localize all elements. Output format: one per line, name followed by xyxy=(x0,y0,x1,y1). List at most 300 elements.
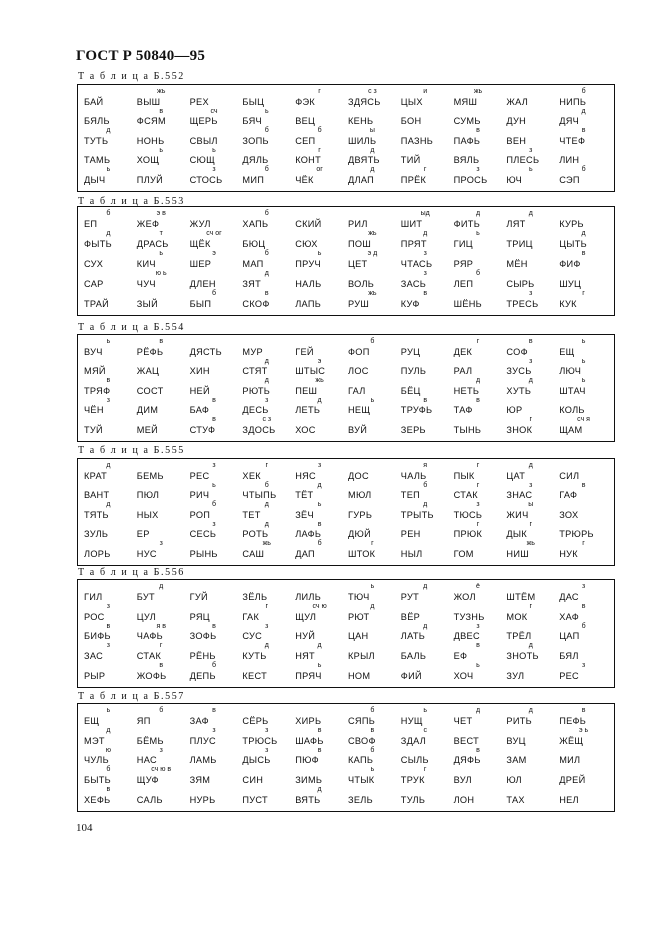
page-number: 104 xyxy=(76,822,93,834)
syllable-word: ТЕП xyxy=(400,490,421,501)
table-cell xyxy=(240,604,293,624)
table-cell xyxy=(399,291,452,311)
syllable-word: ШЁНЬ xyxy=(453,299,483,309)
phonetic-annotation: жь xyxy=(473,88,483,95)
phonetic-annotation: в xyxy=(476,746,480,754)
table-cell xyxy=(135,378,188,398)
table-cell xyxy=(293,251,346,271)
table-cell xyxy=(399,271,452,291)
phonetic-annotation: т xyxy=(159,230,163,237)
phonetic-annotation: з xyxy=(159,540,163,548)
table-cell xyxy=(452,502,505,522)
syllable-word: КЕСТ xyxy=(242,670,268,681)
syllable-word: ЗОПЬ xyxy=(242,135,269,146)
syllable-word: МЯШ xyxy=(453,96,478,107)
syllable-word: ЦАП xyxy=(559,631,580,642)
syllable-word: ЗЕРЬ xyxy=(400,425,426,435)
table-cell xyxy=(240,271,293,291)
table-cell xyxy=(504,128,557,148)
table-cell xyxy=(346,359,399,379)
table-cell xyxy=(188,359,241,379)
table-cell xyxy=(82,398,135,418)
phonetic-annotation: э xyxy=(317,357,322,365)
table-cell xyxy=(504,787,557,807)
phonetic-annotation: д xyxy=(264,642,269,650)
syllable-word: ДЫСЬ xyxy=(242,755,271,766)
phonetic-annotation: б xyxy=(581,88,586,95)
table-cell xyxy=(452,109,505,129)
syllable-word: ФЫТЬ xyxy=(84,239,112,249)
table-cell xyxy=(557,708,610,728)
table-cell xyxy=(188,211,241,231)
table-cell xyxy=(346,251,399,271)
phonetic-annotation: д xyxy=(528,642,533,650)
syllable-word: ЗНОТЬ xyxy=(506,651,539,662)
phonetic-annotation: д xyxy=(264,377,269,385)
phonetic-annotation: д xyxy=(423,501,428,509)
syllable-word: ТАФ xyxy=(453,405,473,416)
table-cell xyxy=(504,502,557,522)
phonetic-annotation: жь xyxy=(262,540,271,548)
syllable-word: ТУЗНЬ xyxy=(453,611,485,622)
table-cell xyxy=(293,787,346,807)
table-cell xyxy=(293,359,346,379)
table-cell xyxy=(293,728,346,748)
table-cell xyxy=(82,541,135,561)
syllable-word: ЛЯТ xyxy=(506,219,526,229)
table-cell xyxy=(399,728,452,748)
table-cell xyxy=(240,502,293,522)
syllable-word: ВЕСТ xyxy=(453,735,479,746)
syllable-word: ЧТЫПЬ xyxy=(242,490,277,501)
syllable-word: ГОМ xyxy=(453,549,474,559)
phonetic-annotation: б xyxy=(159,707,164,714)
table-cell xyxy=(293,398,346,418)
syllable-word: НЕЛ xyxy=(559,794,579,805)
syllable-word: МУР xyxy=(242,346,263,357)
table-caption: Т а б л и ц а Б.553 xyxy=(78,196,185,207)
syllable-word: ПЕФЬ xyxy=(559,715,587,726)
syllable-word: НИШ xyxy=(506,549,529,559)
table-cell xyxy=(240,89,293,109)
syllable-word: ТРЕСЬ xyxy=(506,299,539,309)
table-cell xyxy=(504,291,557,311)
syllable-word: КУФ xyxy=(400,299,420,309)
syllable-word: ТУЛЬ xyxy=(400,794,426,805)
table-cell xyxy=(293,339,346,359)
syllable-word: НЯТ xyxy=(295,651,315,662)
syllable-word: КАПЬ xyxy=(347,755,374,766)
phonetic-annotation: в xyxy=(528,338,533,345)
syllable-word: ДУН xyxy=(506,116,527,127)
phonetic-annotation: в xyxy=(423,396,428,404)
syllable-word: МИП xyxy=(242,175,265,185)
table-cell xyxy=(135,398,188,418)
table-cell xyxy=(293,663,346,683)
syllable-table xyxy=(77,703,615,812)
syllable-word: ПЮЛ xyxy=(136,490,160,501)
table-cell xyxy=(504,541,557,561)
syllable-word: ЧЁН xyxy=(84,405,104,416)
table-cell xyxy=(346,624,399,644)
phonetic-annotation: в xyxy=(476,396,480,404)
phonetic-annotation: д xyxy=(528,462,533,469)
table-cell xyxy=(504,231,557,251)
table-cell xyxy=(346,291,399,311)
phonetic-annotation: ь xyxy=(581,377,586,385)
syllable-word: СТАК xyxy=(136,651,162,662)
table-cell xyxy=(452,767,505,787)
syllable-word: ЧАФЬ xyxy=(136,631,163,642)
syllable-word: ЛЮЧ xyxy=(559,366,582,377)
syllable-word: ПОШ xyxy=(347,239,372,249)
syllable-word: БЯЧ xyxy=(242,116,262,127)
table-cell xyxy=(557,128,610,148)
table-cell xyxy=(293,378,346,398)
syllable-word: РУШ xyxy=(347,299,370,309)
syllable-word: ХАПЬ xyxy=(242,219,269,229)
table-cell xyxy=(452,251,505,271)
table-cell xyxy=(504,359,557,379)
table-cell xyxy=(240,231,293,251)
phonetic-annotation: э xyxy=(212,250,216,257)
syllable-table xyxy=(77,84,615,192)
syllable-word: ХОЧ xyxy=(453,670,474,681)
table-cell xyxy=(135,339,188,359)
phonetic-annotation: ь xyxy=(317,250,322,257)
table-cell xyxy=(82,167,135,187)
table-cell xyxy=(557,398,610,418)
syllable-word: РЕН xyxy=(400,529,421,540)
table-cell xyxy=(504,748,557,768)
table-cell xyxy=(240,339,293,359)
table-cell xyxy=(346,748,399,768)
table-cell xyxy=(188,584,241,604)
table-cell xyxy=(188,251,241,271)
syllable-word: ДОС xyxy=(347,470,369,481)
table-cell xyxy=(82,748,135,768)
phonetic-annotation: г xyxy=(265,462,269,469)
syllable-word: СКОФ xyxy=(242,299,270,309)
table-cell xyxy=(557,339,610,359)
syllable-word: РЮТ xyxy=(347,611,370,622)
syllable-word: ПАФЬ xyxy=(453,135,481,146)
table-cell xyxy=(557,291,610,311)
table-cell xyxy=(82,89,135,109)
phonetic-annotation: д xyxy=(106,127,111,135)
phonetic-annotation: в xyxy=(581,481,586,489)
syllable-word: ВОЛЬ xyxy=(347,279,375,289)
syllable-word: ВЁР xyxy=(400,611,421,622)
table-cell xyxy=(346,463,399,483)
syllable-word: ЧУЧ xyxy=(136,279,156,289)
table-cell xyxy=(399,483,452,503)
table-cell xyxy=(293,211,346,231)
phonetic-annotation: в xyxy=(106,786,111,794)
table-cell xyxy=(504,211,557,231)
phonetic-annotation: сч xyxy=(210,107,218,115)
phonetic-annotation: г xyxy=(476,481,480,489)
syllable-word: ЗУСЬ xyxy=(506,366,532,377)
syllable-word: ТРАЙ xyxy=(84,299,110,309)
syllable-word: КУК xyxy=(559,299,577,309)
table-cell xyxy=(346,231,399,251)
table-cell xyxy=(82,148,135,168)
table-cell xyxy=(399,663,452,683)
phonetic-annotation: б xyxy=(211,501,216,509)
table-cell xyxy=(135,584,188,604)
syllable-table xyxy=(77,206,615,316)
syllable-word: ЛАПЬ xyxy=(295,299,322,309)
syllable-word: БЁЦ xyxy=(400,385,421,396)
table-cell xyxy=(188,398,241,418)
syllable-word: ПРЮК xyxy=(453,529,483,540)
phonetic-annotation: д xyxy=(423,622,428,630)
table-cell xyxy=(135,767,188,787)
syllable-word: ДАП xyxy=(295,549,315,559)
table-caption: Т а б л и ц а Б.555 xyxy=(78,445,185,456)
table-cell xyxy=(82,378,135,398)
syllable-word: СТЯТ xyxy=(242,366,268,377)
phonetic-annotation: д xyxy=(528,707,533,714)
phonetic-annotation: д xyxy=(317,786,322,794)
phonetic-annotation: з xyxy=(423,250,427,257)
table-cell xyxy=(504,767,557,787)
table-cell xyxy=(399,251,452,271)
table-cell xyxy=(346,378,399,398)
phonetic-annotation: сч я xyxy=(577,416,590,424)
syllable-word: ЛАТЬ xyxy=(400,631,426,642)
table-cell xyxy=(399,748,452,768)
syllable-word: НИПЬ xyxy=(559,96,587,107)
syllable-word: ГИЦ xyxy=(453,239,473,249)
phonetic-annotation: б xyxy=(264,210,269,217)
phonetic-annotation: ь xyxy=(581,357,586,365)
syllable-word: БЁМЬ xyxy=(136,735,164,746)
phonetic-annotation: д xyxy=(475,210,481,217)
phonetic-annotation: д xyxy=(317,481,322,489)
table-cell xyxy=(293,643,346,663)
table-cell xyxy=(82,128,135,148)
syllable-word: РЕС xyxy=(559,670,579,681)
syllable-word: ТУТЬ xyxy=(84,135,109,146)
table-cell xyxy=(188,767,241,787)
phonetic-annotation: з xyxy=(476,501,480,509)
phonetic-annotation: я в xyxy=(156,622,166,630)
phonetic-annotation: в xyxy=(581,707,586,714)
table-cell xyxy=(135,167,188,187)
syllable-word: СКИЙ xyxy=(295,219,322,229)
syllable-word: ДЕПЬ xyxy=(189,670,216,681)
phonetic-annotation: с xyxy=(423,726,427,734)
syllable-word: СИЛ xyxy=(559,470,580,481)
table-cell xyxy=(346,502,399,522)
syllable-word: КОЛЬ xyxy=(559,405,585,416)
phonetic-annotation: э д xyxy=(367,250,378,257)
syllable-word: ХУТЬ xyxy=(506,385,532,396)
phonetic-annotation: ё xyxy=(476,583,480,590)
syllable-word: ЧТАСЬ xyxy=(400,259,433,269)
table-cell xyxy=(452,231,505,251)
table-cell xyxy=(557,417,610,437)
phonetic-annotation: ь xyxy=(159,250,164,257)
syllable-word: МЕЙ xyxy=(136,425,159,435)
table-cell xyxy=(135,522,188,542)
table-cell xyxy=(188,167,241,187)
syllable-word: ЯП xyxy=(136,715,151,726)
table-cell xyxy=(135,748,188,768)
table-cell xyxy=(399,502,452,522)
table-cell xyxy=(135,271,188,291)
syllable-word: РЫР xyxy=(84,670,106,681)
table-cell xyxy=(135,787,188,807)
table-cell xyxy=(504,522,557,542)
table-cell xyxy=(82,339,135,359)
syllable-word: ШТАЧ xyxy=(559,385,586,396)
table-cell xyxy=(293,167,346,187)
phonetic-annotation: в xyxy=(581,250,586,257)
syllable-word: ШАФЬ xyxy=(295,735,324,746)
syllable-word: ВАНТ xyxy=(84,490,110,501)
table-cell xyxy=(399,128,452,148)
phonetic-annotation: з xyxy=(106,642,110,650)
syllable-word: ТРЁЛ xyxy=(506,631,532,642)
table-cell xyxy=(240,417,293,437)
table-cell xyxy=(188,522,241,542)
syllable-word: ХИН xyxy=(189,366,210,377)
syllable-word: МАП xyxy=(242,259,264,269)
syllable-word: ЕЩ xyxy=(559,346,575,357)
syllable-word: НУЩ xyxy=(400,715,423,726)
phonetic-annotation: ы xyxy=(528,501,534,509)
table-cell xyxy=(293,604,346,624)
table-cell xyxy=(135,708,188,728)
syllable-word: ЗОФЬ xyxy=(189,631,217,642)
phonetic-annotation: д xyxy=(317,396,322,404)
table-cell xyxy=(557,109,610,129)
table-cell xyxy=(399,109,452,129)
table-cell xyxy=(240,767,293,787)
syllable-word: ЗАС xyxy=(84,651,104,662)
table-cell xyxy=(399,541,452,561)
phonetic-annotation: в xyxy=(317,726,322,734)
table-cell xyxy=(452,359,505,379)
table-cell xyxy=(188,89,241,109)
table-cell xyxy=(399,231,452,251)
table-cell xyxy=(452,148,505,168)
phonetic-annotation: с з xyxy=(368,88,377,95)
syllable-word: СЁРЬ xyxy=(242,715,269,726)
syllable-word: СЭП xyxy=(559,175,580,185)
phonetic-annotation: ь xyxy=(317,501,322,509)
table-cell xyxy=(504,109,557,129)
syllable-word: ЕФ xyxy=(453,651,468,662)
syllable-word: ЦЫТЬ xyxy=(559,239,587,249)
phonetic-annotation: жь xyxy=(157,88,166,95)
phonetic-annotation: жь xyxy=(315,377,324,385)
phonetic-annotation: в xyxy=(212,707,216,714)
syllable-word: ГУЙ xyxy=(189,591,208,602)
syllable-word: БАЙ xyxy=(84,96,104,107)
table-cell xyxy=(82,708,135,728)
syllable-word: ДЕК xyxy=(453,346,473,357)
phonetic-annotation: ыд xyxy=(420,210,430,217)
phonetic-annotation: г xyxy=(529,520,533,528)
syllable-word: ХОС xyxy=(295,425,316,435)
syllable-word: ДЛЕН xyxy=(189,279,216,289)
syllable-word: ХОЩ xyxy=(136,155,160,166)
syllable-word: ТРУК xyxy=(400,775,425,786)
phonetic-annotation: г xyxy=(529,416,533,424)
syllable-word: НУК xyxy=(559,549,578,559)
syllable-word: ЗНАС xyxy=(506,490,533,501)
syllable-word: СЯПЬ xyxy=(347,715,376,726)
phonetic-annotation: д xyxy=(370,146,375,154)
phonetic-annotation: г xyxy=(529,602,533,610)
phonetic-annotation: д xyxy=(159,583,164,590)
syllable-word: ВЕЦ xyxy=(295,116,316,127)
table-cell xyxy=(504,483,557,503)
table-cell xyxy=(399,624,452,644)
syllable-word: НОНЬ xyxy=(136,135,165,146)
syllable-word: ФИФ xyxy=(559,259,581,269)
table-cell xyxy=(346,787,399,807)
phonetic-annotation: ь xyxy=(106,166,111,174)
syllable-word: РЮТЬ xyxy=(242,385,271,396)
syllable-word: БЯЛЬ xyxy=(84,116,110,127)
table-cell xyxy=(346,604,399,624)
syllable-word: РОП xyxy=(189,509,211,520)
table-cell xyxy=(135,541,188,561)
syllable-word: ШИТ xyxy=(400,219,423,229)
phonetic-annotation: б xyxy=(106,210,111,217)
phonetic-annotation: г xyxy=(318,88,321,95)
syllable-word: РОТЬ xyxy=(242,529,269,540)
phonetic-annotation: ог xyxy=(316,166,323,174)
table-cell xyxy=(188,643,241,663)
phonetic-annotation: г xyxy=(582,540,585,548)
table-cell xyxy=(452,291,505,311)
table-cell xyxy=(452,604,505,624)
syllable-word: ТЯТЬ xyxy=(84,509,109,520)
table-cell xyxy=(82,291,135,311)
syllable-word: ЧТЫК xyxy=(347,775,375,786)
phonetic-annotation: б xyxy=(317,540,322,548)
syllable-word: НАС xyxy=(136,755,157,766)
syllable-word: СОСТ xyxy=(136,385,164,396)
syllable-word: ЧТЕФ xyxy=(559,135,586,146)
phonetic-annotation: д xyxy=(370,166,375,174)
table-cell xyxy=(557,728,610,748)
syllable-word: ЕП xyxy=(84,219,98,229)
table-cell xyxy=(346,584,399,604)
phonetic-annotation: в xyxy=(106,377,111,385)
syllable-word: МОК xyxy=(506,611,528,622)
syllable-word: ВУЧ xyxy=(84,346,103,357)
syllable-word: ФОП xyxy=(347,346,370,357)
phonetic-annotation: з xyxy=(423,270,427,277)
phonetic-annotation: д xyxy=(264,357,269,365)
table-cell xyxy=(399,359,452,379)
syllable-word: ШТЁМ xyxy=(506,591,536,602)
syllable-word: ЕР xyxy=(136,529,150,540)
syllable-word: ЧАЛЬ xyxy=(400,470,427,481)
phonetic-annotation: жь xyxy=(368,230,377,237)
syllable-word: НЯС xyxy=(295,470,316,481)
syllable-word: НЫХ xyxy=(136,509,159,520)
syllable-word: ВЯТЬ xyxy=(295,794,321,805)
syllable-word: НУРЬ xyxy=(189,794,216,805)
